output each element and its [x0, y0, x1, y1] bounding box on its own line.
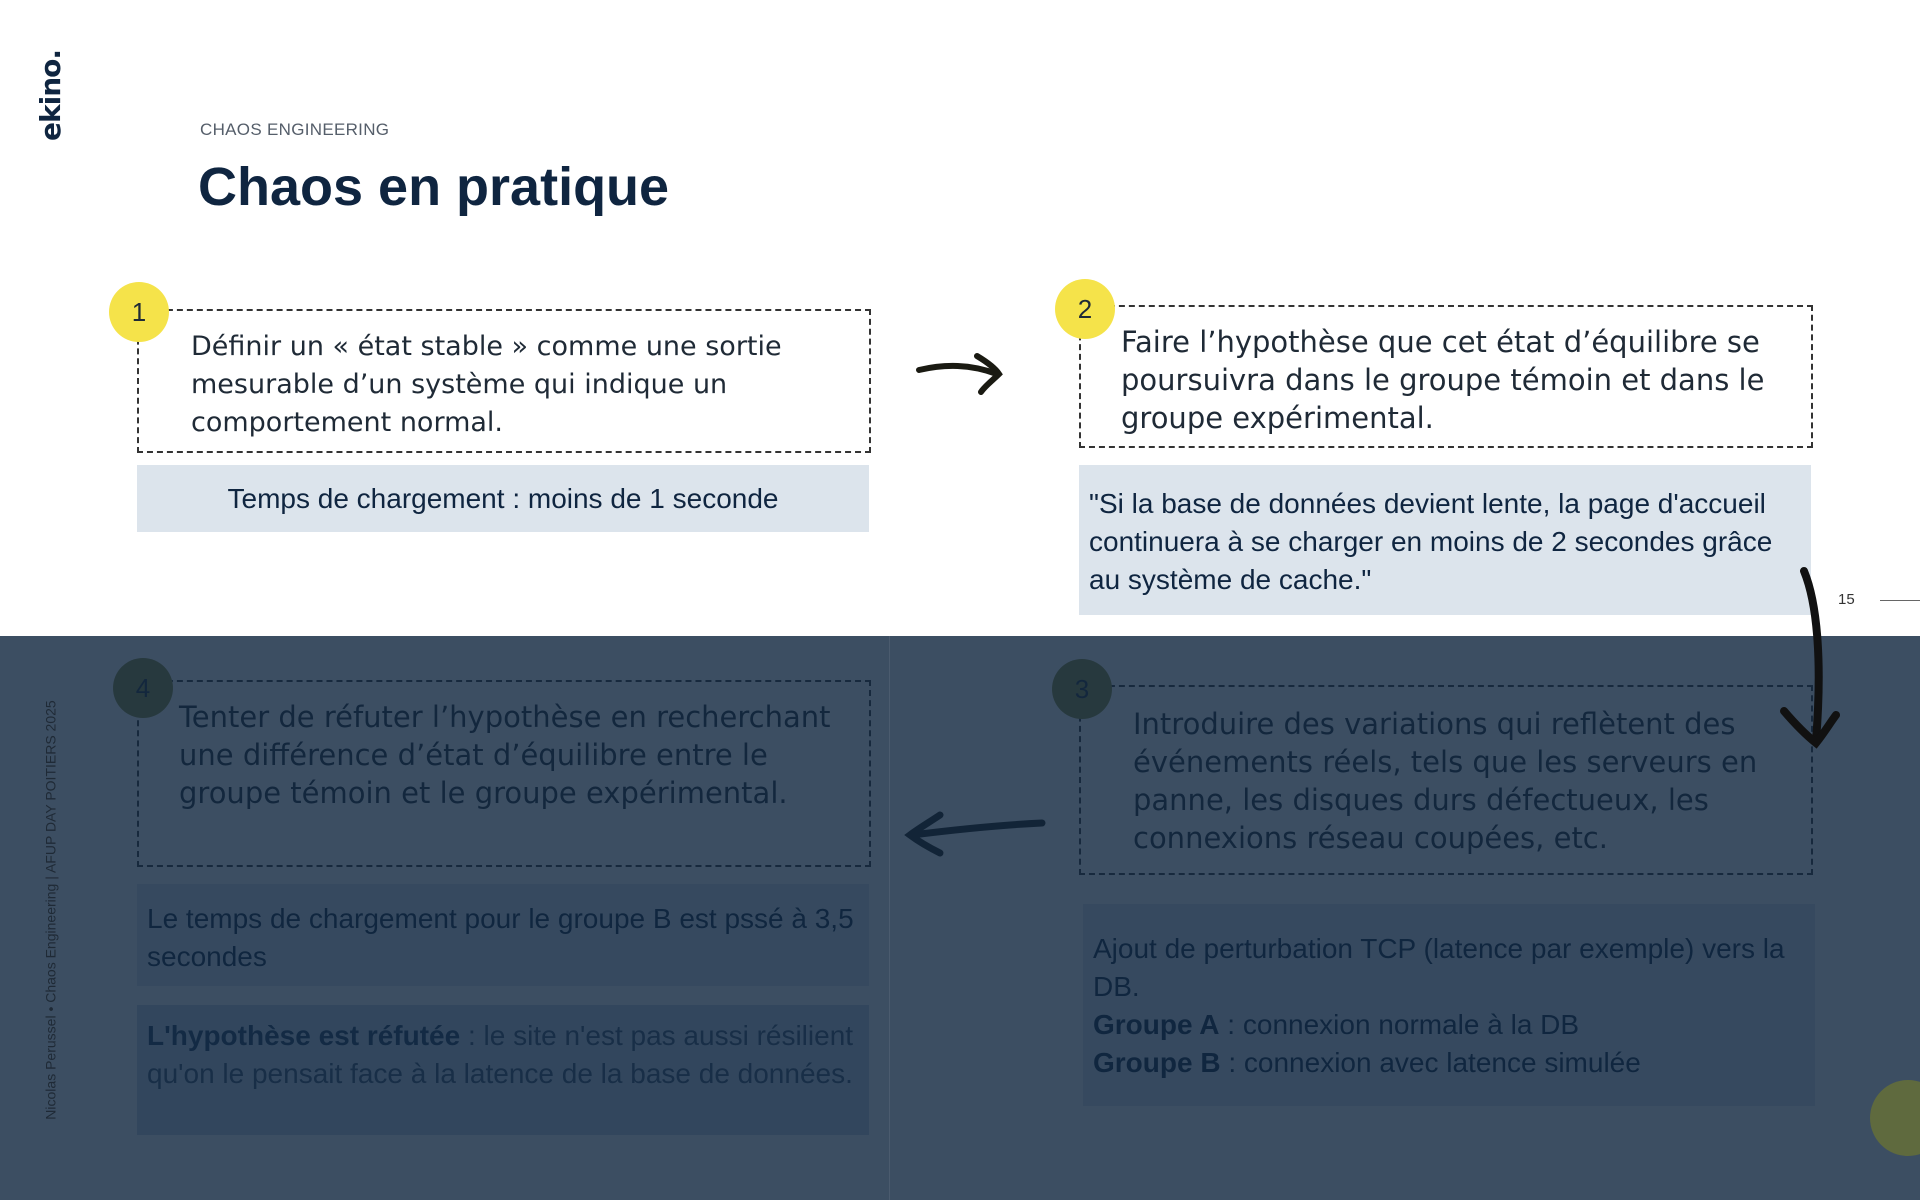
- step-2-number: 2: [1077, 293, 1093, 324]
- footer-text: Nicolas Perussel • Chaos Engineering | AFUP DAY POITIERS 2025: [43, 700, 59, 1120]
- step-2-example-text: "Si la base de données devient lente, la page d'accueil continuera à se charger en moins de 2 secondes grâce au système de cache.": [1089, 488, 1773, 595]
- section-kicker: CHAOS ENGINEERING: [200, 120, 390, 139]
- footer-credit: [38, 680, 64, 1140]
- step-2-box: [1079, 305, 1813, 448]
- logo-text: ekino.: [33, 49, 67, 142]
- arrow-down-icon: [1770, 565, 1840, 755]
- dim-overlay: [0, 636, 1920, 1200]
- step-1-example-text: Temps de chargement : moins de 1 seconde: [227, 482, 779, 514]
- arrow-right-icon: [915, 350, 1005, 395]
- step-1-badge: [109, 282, 169, 342]
- step-1-text: Définir un « état stable » comme une sortie mesurable d’un système qui indique un comportement normal.: [191, 331, 782, 438]
- page-title: Chaos en pratique: [198, 157, 670, 217]
- center-divider: [889, 636, 890, 1200]
- step-1-example: [137, 465, 869, 532]
- step-1-number: 1: [131, 296, 147, 327]
- ekino-logo: [30, 48, 70, 143]
- step-2-badge: [1055, 279, 1115, 339]
- page-number-rule: [1880, 600, 1920, 601]
- step-1-box: [137, 309, 871, 453]
- step-2-text: Faire l’hypothèse que cet état d’équilibre se poursuivra dans le groupe témoin et dans le groupe expérimental.: [1121, 325, 1765, 435]
- step-2-example: [1079, 465, 1811, 615]
- page-number: 15: [1838, 591, 1855, 608]
